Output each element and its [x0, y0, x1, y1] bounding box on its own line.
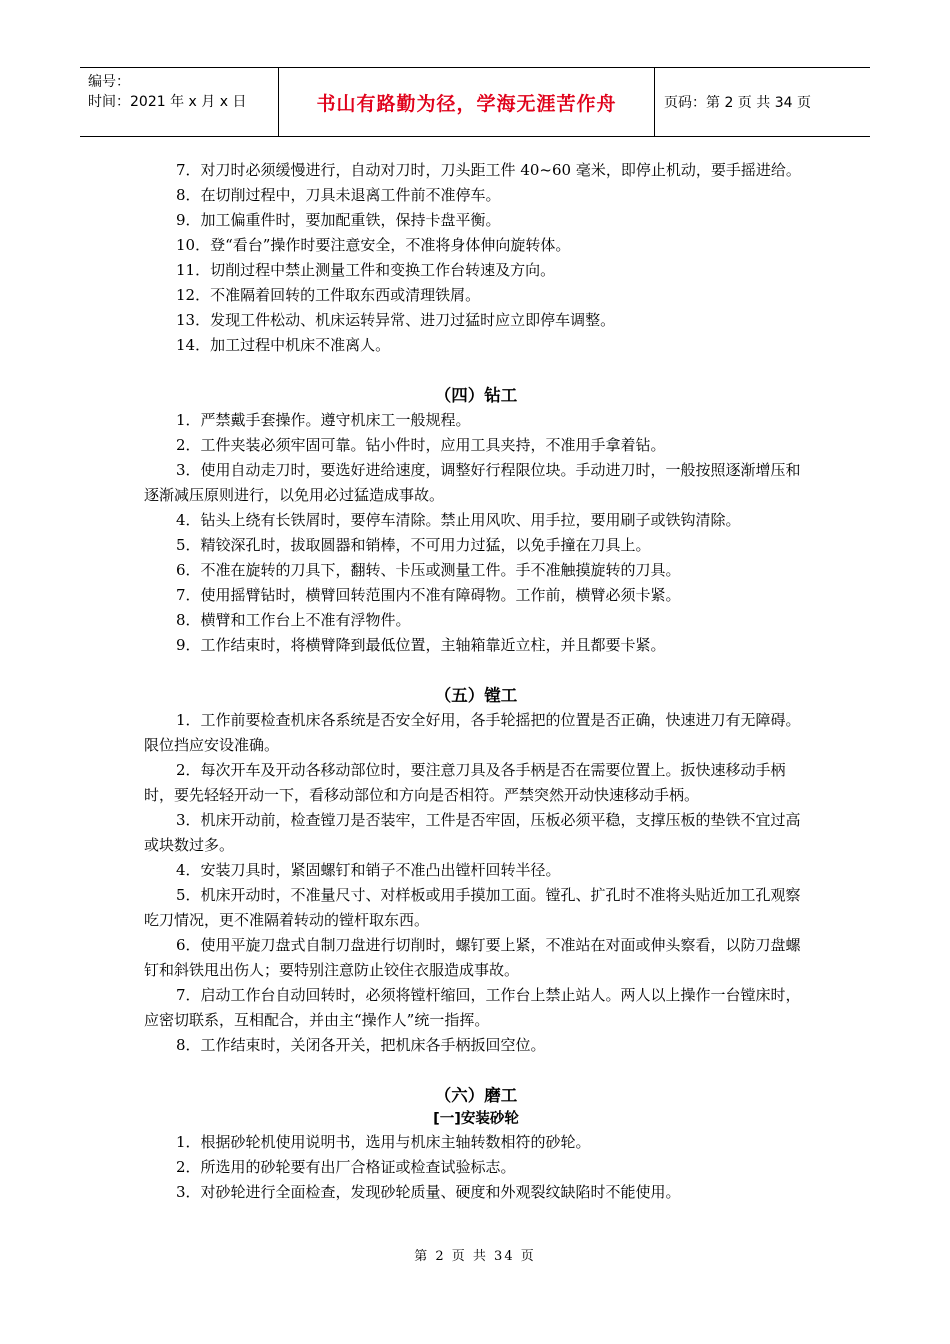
page-footer: 第 2 页 共 34 页	[414, 1249, 536, 1264]
list-item: 3．对砂轮进行全面检查，发现砂轮质量、硬度和外观裂纹缺陷时不能使用。	[176, 1183, 681, 1201]
document-body	[144, 158, 808, 1205]
list-item: 4．钻头上绕有长铁屑时，要停车清除。禁止用风吹、用手拉，要用刷子或铁钩清除。	[176, 511, 741, 529]
list-item: 6．使用平旋刀盘式自制刀盘进行切削时，螺钉要上紧，不准站在对面或伸头察看，以防刀盘螺钉和斜铁甩出伤人；要特别注意防止铰住衣服造成事故。	[144, 936, 801, 979]
list-item: 5．机床开动时，不准量尺寸、对样板或用手摸加工面。镗孔、扩孔时不准将头贴近加工孔观察吃刀情况，更不准隔着转动的镗杆取东西。	[144, 886, 801, 929]
section-title: （五）镗工	[434, 686, 518, 705]
list-item: 2．工件夹装必须牢固可靠。钻小件时，应用工具夹持，不准用手拿着钻。	[176, 436, 666, 454]
list-item: 3．使用自动走刀时，要选好进给速度，调整好行程限位块。手动进刀时，一般按照逐渐增压和逐渐减压原则进行，以免用必过猛造成事故。	[144, 461, 801, 504]
list-item: 7．使用摇臂钻时，横臂回转范围内不准有障碍物。工作前，横臂必须卡紧。	[176, 586, 681, 604]
list-item: 9．加工偏重件时，要加配重铁，保持卡盘平衡。	[176, 211, 501, 229]
list-item: 4．安装刀具时，紧固螺钉和销子不准凸出镗杆回转半径。	[176, 861, 561, 879]
list-item: 6．不准在旋转的刀具下，翻转、卡压或测量工件。手不准触摸旋转的刀具。	[176, 561, 681, 579]
list-item: 14．加工过程中机床不准离人。	[176, 336, 391, 354]
list-item: 3．机床开动前，检查镗刀是否装牢，工件是否牢固，压板必须平稳，支撑压板的垫铁不宜过高或块数过多。	[144, 811, 801, 854]
list-item: 13．发现工件松动、机床运转异常、进刀过猛时应立即停车调整。	[176, 311, 616, 329]
page-header	[80, 67, 870, 137]
section-subtitle: [一]安装砂轮	[433, 1111, 519, 1127]
section-title: （六）磨工	[434, 1086, 518, 1105]
time-label: 时间：2021 年 x 月 x 日	[88, 94, 247, 110]
list-item: 11．切削过程中禁止测量工件和变换工作台转速及方向。	[176, 261, 556, 279]
list-item: 9．工作结束时，将横臂降到最低位置，主轴箱靠近立柱，并且都要卡紧。	[176, 636, 666, 654]
list-item: 7．启动工作台自动回转时，必须将镗杆缩回，工作台上禁止站人。两人以上操作一台镗床时，应密切联系，互相配合，并由主“操作人”统一指挥。	[144, 986, 801, 1029]
list-item: 8．工作结束时，关闭各开关，把机床各手柄扳回空位。	[176, 1036, 546, 1054]
list-item: 8．横臂和工作台上不准有浮物件。	[176, 611, 411, 629]
header-slogan: 书山有路勤为径，学海无涯苦作舟	[279, 68, 655, 136]
list-item: 5．精铰深孔时，拔取圆器和销棒，不可用力过猛，以免手撞在刀具上。	[176, 536, 651, 554]
list-item: 2．所选用的砂轮要有出厂合格证或检查试验标志。	[176, 1158, 516, 1176]
section-drilling	[144, 383, 808, 658]
continued-section	[144, 158, 808, 358]
list-item: 10．登“看台”操作时要注意安全，不准将身体伸向旋转体。	[176, 236, 571, 254]
list-item: 7．对刀时必须缓慢进行，自动对刀时，刀头距工件 40~60 毫米，即停止机动，要手摇进给。	[176, 161, 801, 179]
list-item: 8．在切削过程中，刀具未退离工件前不准停车。	[176, 186, 501, 204]
list-item: 1．工作前要检查机床各系统是否安全好用，各手轮摇把的位置是否正确，快速进刀有无障碍。限位挡应安设准确。	[144, 711, 801, 754]
section-title: （四）钻工	[434, 386, 518, 405]
list-item: 1．根据砂轮机使用说明书，选用与机床主轴转数相符的砂轮。	[176, 1133, 591, 1151]
section-boring	[144, 683, 808, 1058]
number-label: 编号：	[88, 74, 130, 90]
list-item: 2．每次开车及开动各移动部位时，要注意刀具及各手柄是否在需要位置上。扳快速移动手柄时，要先轻轻开动一下，看移动部位和方向是否相符。严禁突然开动快速移动手柄。	[144, 761, 786, 804]
section-grinding	[144, 1083, 808, 1205]
header-meta	[80, 68, 279, 136]
list-item: 1．严禁戴手套操作。遵守机床工一般规程。	[176, 411, 471, 429]
list-item: 12．不准隔着回转的工件取东西或清理铁屑。	[176, 286, 481, 304]
header-page-info: 页码：第 2 页 共 34 页	[664, 95, 811, 111]
